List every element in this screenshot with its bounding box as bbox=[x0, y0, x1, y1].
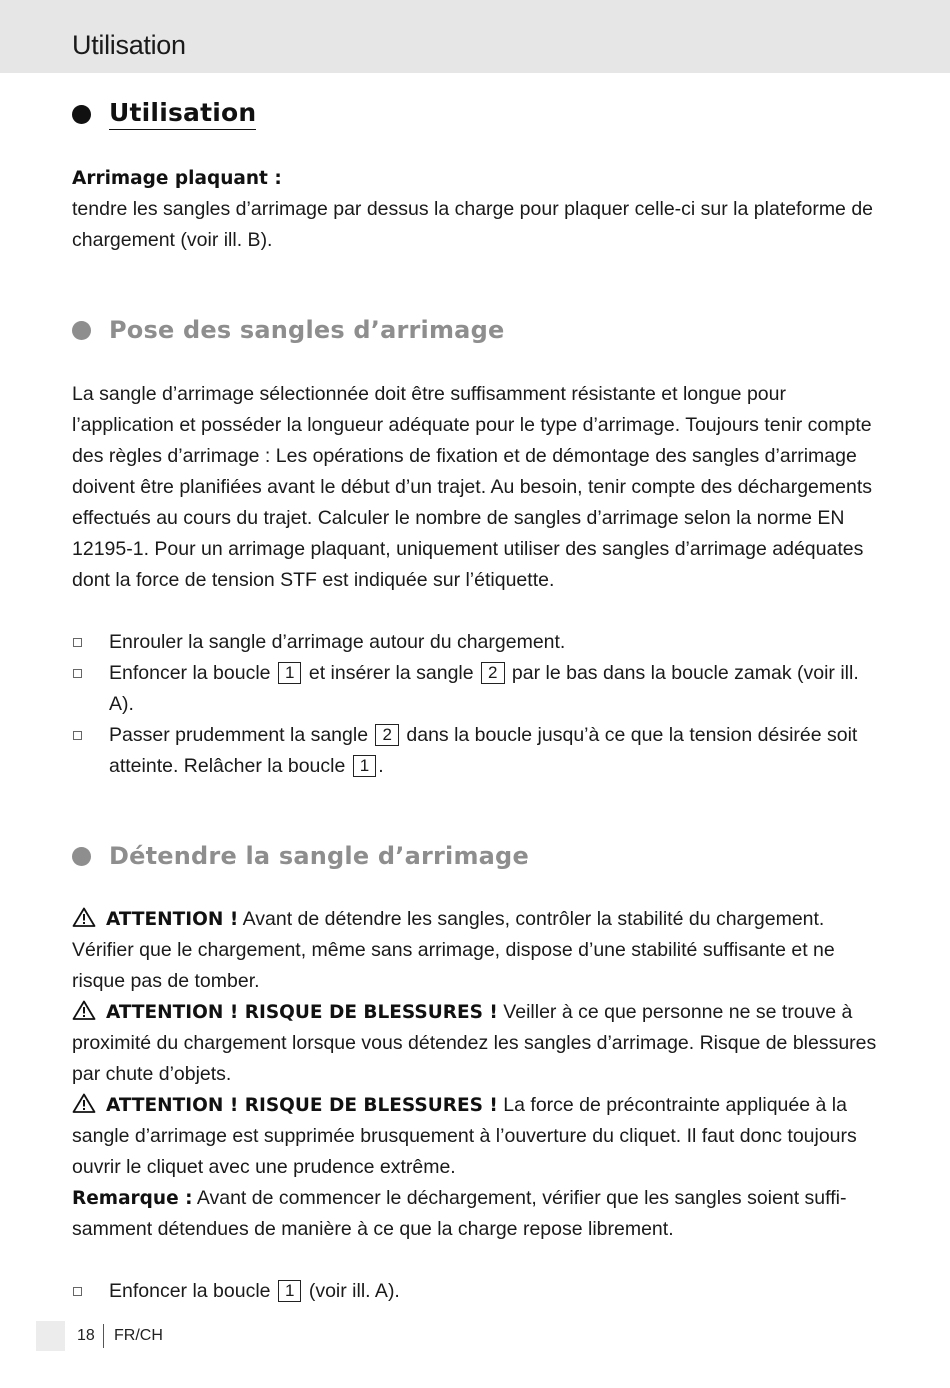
paragraph-text: tendre les sangles d’arrimage par dessus la charge pour plaquer celle-ci sur la plateforme de chargement (voir ill. B). bbox=[72, 198, 874, 251]
section-heading-detendre bbox=[72, 842, 529, 870]
warning-text: La force de précontrainte appliquée à la sangle d’arrimage est supprimée brusquement à l’ouverture du cliquet. Il faut donc toujours ouvrir le cliquet avec une prudence extrême. bbox=[72, 1094, 857, 1178]
checkbox-icon bbox=[73, 669, 82, 678]
note-block bbox=[72, 1183, 877, 1245]
step-text: par le bas dans la boucle zamak (voir ill. A). bbox=[109, 662, 859, 715]
warning-triangle-icon bbox=[72, 907, 96, 927]
paragraph-pose: La sangle d’arrimage sélectionnée doit être suffisamment résistante et longue pour l’application et posséder la longueur adéquate pour le type d’arrimage. Toujours tenir compte des règles d’arrimage : Les opérations de fixation et de démontage des sangles d’arrimage doivent être planifiées avant le début d’un trajet. Au besoin, tenir compte des déchargements effectués au cours du trajet. Calculer le nombre de sangles d’arrimage selon la norme EN 12195-1. Pour un arrimage plaquant, uniquement utiliser des sangles d’arrimage adéquates dont la force de tension STF est indiquée sur l’étiquette. bbox=[72, 383, 873, 591]
section-heading-pose bbox=[72, 316, 504, 344]
round-bullet-icon bbox=[72, 105, 91, 124]
step-text: Passer prudemment la sangle bbox=[109, 724, 369, 746]
step-text: . bbox=[378, 755, 384, 777]
list-item bbox=[72, 720, 877, 782]
step-list-pose bbox=[72, 627, 877, 782]
step-text: Enfoncer la boucle bbox=[109, 1280, 271, 1302]
step-text: Enfoncer la boucle bbox=[109, 662, 271, 684]
round-bullet-icon bbox=[72, 847, 91, 866]
step-text: (voir ill. A). bbox=[308, 1280, 400, 1302]
part-reference-box: 1 bbox=[353, 755, 376, 777]
checkbox-icon bbox=[73, 731, 82, 740]
step-list-detendre bbox=[72, 1276, 877, 1307]
page-number: 18 bbox=[77, 1327, 95, 1344]
language-code: FR/CH bbox=[114, 1327, 163, 1344]
part-reference-box: 1 bbox=[278, 1280, 301, 1302]
footer-marker bbox=[36, 1321, 65, 1351]
paragraph-arrimage-plaquant bbox=[72, 163, 877, 256]
section-title: Utilisation bbox=[109, 98, 256, 130]
note-label: Remarque : bbox=[72, 1188, 193, 1209]
warning-label: ATTENTION ! bbox=[106, 909, 239, 930]
warning-label: ATTENTION ! RISQUE DE BLESSURES ! bbox=[106, 1095, 498, 1116]
warning-triangle-icon bbox=[72, 1000, 96, 1020]
header-title: Utilisation bbox=[72, 30, 186, 60]
warning-triangle-icon bbox=[72, 1093, 96, 1113]
part-reference-box: 2 bbox=[481, 662, 504, 684]
list-item bbox=[72, 1276, 877, 1307]
section-title: Détendre la sangle d’arrimage bbox=[109, 842, 529, 870]
warning-block bbox=[72, 997, 877, 1090]
warning-text: Veiller à ce que personne ne se trouve à proximité du chargement lorsque vous détendez les sangles d’arrimage. Risque de blessures par chute d’objets. bbox=[72, 1001, 877, 1085]
part-reference-box: 1 bbox=[278, 662, 301, 684]
subheading: Arrimage plaquant : bbox=[72, 168, 282, 189]
checkbox-icon bbox=[73, 1287, 82, 1296]
note-text: Avant de commencer le déchargement, vérifier que les sangles soient suffi-samment détendues de manière à ce que la charge repose librement. bbox=[72, 1187, 847, 1240]
footer-divider bbox=[103, 1324, 104, 1348]
step-text: et insérer la sangle bbox=[308, 662, 474, 684]
warning-text: Avant de détendre les sangles, contrôler la stabilité du chargement. Vérifier que le chargement, même sans arrimage, dispose d’une stabilité suffisante et ne risque pas de tomber. bbox=[72, 908, 835, 992]
list-item bbox=[72, 658, 877, 720]
step-text: Enrouler la sangle d’arrimage autour du chargement. bbox=[109, 631, 566, 653]
warning-block bbox=[72, 904, 877, 997]
part-reference-box: 2 bbox=[375, 724, 398, 746]
warning-label: ATTENTION ! RISQUE DE BLESSURES ! bbox=[106, 1002, 498, 1023]
paragraph-warnings bbox=[72, 904, 877, 1245]
warning-block bbox=[72, 1090, 877, 1183]
round-bullet-icon bbox=[72, 321, 91, 340]
step-text: dans la boucle jusqu’à ce que la tension désirée soit atteinte. Relâcher la boucle bbox=[109, 724, 858, 777]
section-title: Pose des sangles d’arrimage bbox=[109, 316, 505, 344]
section-heading-utilisation bbox=[72, 98, 256, 130]
checkbox-icon bbox=[73, 638, 82, 647]
list-item bbox=[72, 627, 877, 658]
